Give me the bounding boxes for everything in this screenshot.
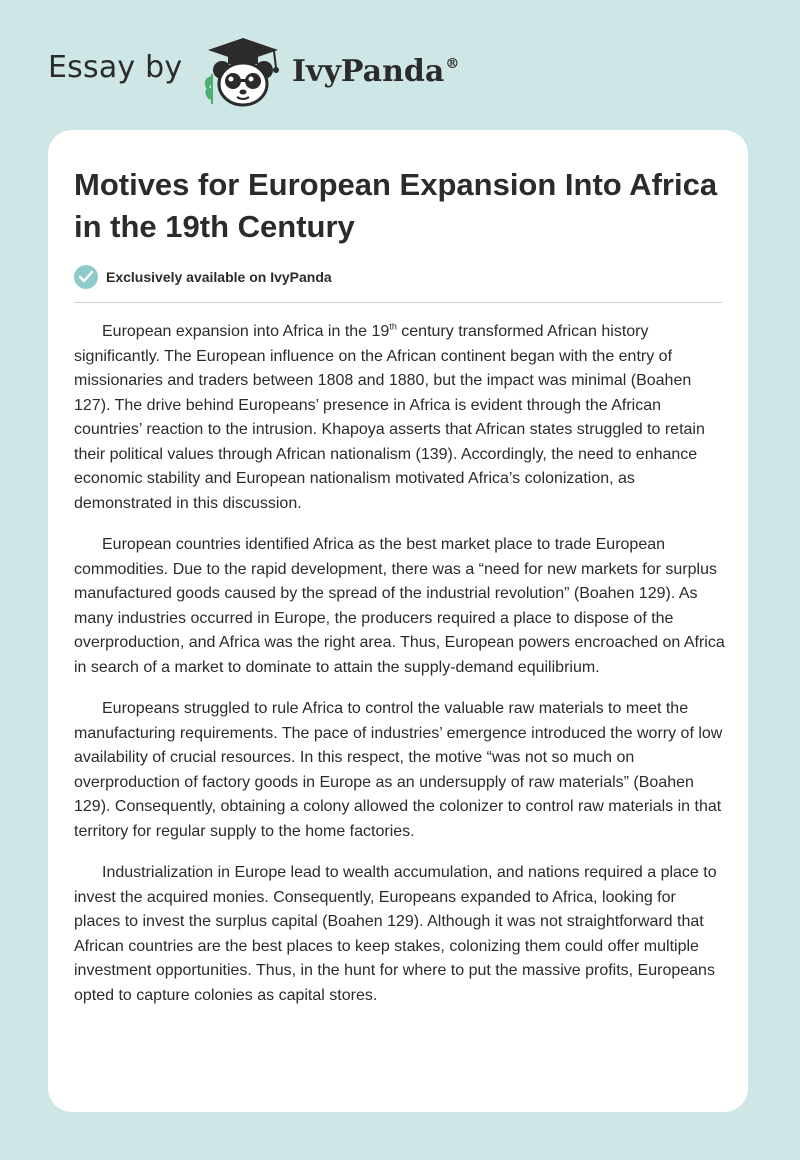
registered-mark: ®: [445, 56, 460, 72]
panda-logo-icon[interactable]: [200, 34, 286, 110]
paragraph-4: Industrialization in Europe lead to wealth accumulation, and nations required a place to invest the acquired monies. Consequently, Europeans expanded to Africa, looking for places to invest the surplus capital (Boahen 129). Although it was not straightforward that African countries are the best places to keep stakes, colonizing them could offer multiple investment opportunities. Thus, in the hunt for where to put the massive profits, Europeans opted to capture colonies as capital stores.: [74, 864, 717, 1004]
brand-name-text: IvyPanda: [292, 54, 445, 89]
paragraph-1-rest: century transformed African history significantly. The European influence on the African continent began with the entry of missionaries and traders between 1808 and 1880, but the impact was minimal (Boahen 127). The drive behind Europeans’ presence in Africa is evident through the African countries’ reaction to the intrusion. Khapoya asserts that African states struggled to retain their political values through African nationalism (139). Accordingly, the need to enhance economic stability and European nationalism motivated Africa’s colonization, as demonstrated in this discussion.: [74, 323, 705, 512]
paragraph-1-start: European expansion into Africa in the 19: [102, 323, 390, 340]
paragraph-3: Europeans struggled to rule Africa to control the valuable raw materials to meet the manufacturing requirements. The pace of industries’ emergence introduced the worry of low availability of crucial resources. In this respect, the motive “was not so much on overproduction of factory goods in Europe as an undersupply of raw materials” (Boahen 129). Consequently, obtaining a colony allowed the colonizer to control raw materials in that territory for regular supply to the home factories.: [74, 700, 723, 840]
paragraph-1: [74, 320, 726, 516]
ordinal-suffix: th: [389, 321, 397, 332]
page-title: Motives for European Expansion Into Africa in the 19th Century: [74, 167, 718, 244]
essay-body: [74, 320, 726, 1025]
paragraph-2: European countries identified Africa as the best market place to trade European commodities. Due to the rapid development, there was a “need for new markets for surplus manufactured goods caused by the spread of the industrial revolution” (Boahen 129). As many industries occurred in Europe, the producers required a place to dispose of the overproduction, and Africa was the right area. Thus, European powers encroached on Africa in search of a market to dominate to attain the supply-demand equilibrium.: [74, 536, 725, 676]
check-circle-icon: [74, 265, 98, 289]
exclusive-badge: [74, 264, 332, 290]
exclusive-badge-text: Exclusively available on IvyPanda: [106, 269, 332, 285]
brand-name[interactable]: [292, 54, 459, 89]
site-header: [0, 0, 800, 130]
essay-card: [48, 130, 748, 1112]
essay-by-label: Essay by: [48, 50, 183, 85]
divider: [74, 302, 722, 303]
